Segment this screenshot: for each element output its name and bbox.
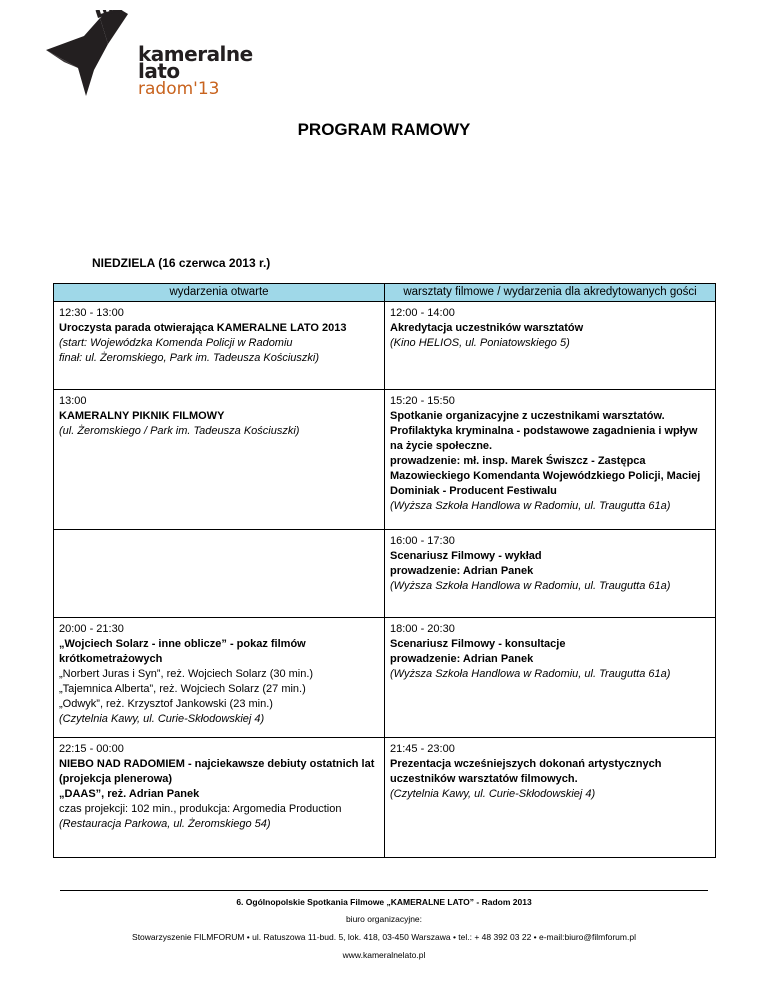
event-title: prowadzenie: mł. insp. Marek Świszcz - Zastępca Mazowieckiego Komendanta Wojewódzkiego Policji, Maciej Dominiak - Producent Festiwalu (390, 455, 701, 497)
table-row (54, 530, 716, 618)
event-time: 12:30 - 13:00 (59, 307, 124, 319)
event-title: Uroczysta parada otwierająca KAMERALNE LATO 2013 (59, 322, 347, 334)
event-detail: „Odwyk”, reż. Krzysztof Jankowski (23 min.) (59, 698, 273, 710)
open-event-cell (54, 618, 385, 738)
event-detail: czas projekcji: 102 min., produkcja: Argomedia Production (59, 803, 342, 815)
logo-line-1: kameralne (138, 42, 253, 66)
table-header-row (54, 284, 716, 302)
event-time: 20:00 - 21:30 (59, 623, 124, 635)
workshop-cell (385, 390, 716, 530)
page-title: PROGRAM RAMOWY (297, 120, 471, 139)
event-detail: „Tajemnica Alberta”, reż. Wojciech Solarz (27 min.) (59, 683, 306, 695)
event-location: (ul. Żeromskiego / Park im. Tadeusza Kościuszki) (59, 425, 300, 437)
event-title: Prezentacja wcześniejszych dokonań artystycznych uczestników warsztatów filmowych. (390, 758, 662, 785)
logo-line-2: lato (138, 59, 180, 83)
table-row (54, 738, 716, 858)
column-header-open-events: wydarzenia otwarte (54, 284, 385, 302)
event-title: KAMERALNY PIKNIK FILMOWY (59, 410, 225, 422)
column-header-workshops: warsztaty filmowe / wydarzenia dla akredytowanych gości (385, 284, 716, 302)
logo-wordmark (138, 42, 253, 99)
workshop-cell (385, 618, 716, 738)
event-time: 21:45 - 23:00 (390, 743, 455, 755)
table-row (54, 390, 716, 530)
festival-logo (38, 10, 253, 110)
program-table (53, 283, 716, 858)
event-location: (Wyższa Szkoła Handlowa w Radomiu, ul. Traugutta 61a) (390, 580, 671, 592)
event-location: (Kino HELIOS, ul. Poniatowskiego 5) (390, 337, 570, 349)
event-time: 15:20 - 15:50 (390, 395, 455, 407)
event-time: 18:00 - 20:30 (390, 623, 455, 635)
table-row (54, 302, 716, 390)
bird-logo-icon (38, 10, 148, 105)
event-location: finał: ul. Żeromskiego, Park im. Tadeusza Kościuszki) (59, 352, 320, 364)
footer-festival-name: 6. Ogólnopolskie Spotkania Filmowe „KAMERALNE LATO” - Radom 2013 (236, 897, 532, 907)
event-title: „Wojciech Solarz - inne oblicze” - pokaz filmów krótkometrażowych (59, 638, 306, 665)
event-title: NIEBO NAD RADOMIEM - najciekawsze debiuty ostatnich lat (projekcja plenerowa) (59, 758, 375, 785)
footer-divider (60, 890, 708, 891)
open-event-cell (54, 390, 385, 530)
event-time: 13:00 (59, 395, 87, 407)
event-time: 12:00 - 14:00 (390, 307, 455, 319)
event-location: (Wyższa Szkoła Handlowa w Radomiu, ul. Traugutta 61a) (390, 500, 671, 512)
event-title: Akredytacja uczestników warsztatów (390, 322, 584, 334)
event-location: (Czytelnia Kawy, ul. Curie-Skłodowskiej 4) (390, 788, 596, 800)
open-event-cell (54, 302, 385, 390)
table-row (54, 618, 716, 738)
logo-line-3: radom'13 (138, 79, 220, 99)
footer-office-label: biuro organizacyjne: (345, 914, 423, 924)
footer-website: www.kameralnelato.pl (342, 950, 426, 960)
event-title: Scenariusz Filmowy - wykład (390, 550, 542, 562)
workshop-cell (385, 530, 716, 618)
event-title: prowadzenie: Adrian Panek (390, 565, 534, 577)
event-title: Scenariusz Filmowy - konsultacje (390, 638, 566, 650)
event-time: 16:00 - 17:30 (390, 535, 455, 547)
workshop-cell (385, 302, 716, 390)
event-title: Spotkanie organizacyjne z uczestnikami warsztatów. Profilaktyka kryminalna - podstawowe zagadnienia i wpływ na życie społeczne. (390, 410, 698, 452)
event-location: (Czytelnia Kawy, ul. Curie-Skłodowskiej 4) (59, 713, 265, 725)
event-location: (start: Wojewódzka Komenda Policji w Radomiu (59, 337, 293, 349)
open-event-cell (54, 738, 385, 858)
event-title: „DAAS”, reż. Adrian Panek (59, 788, 200, 800)
event-time: 22:15 - 00:00 (59, 743, 124, 755)
event-detail: „Norbert Juras i Syn”, reż. Wojciech Solarz (30 min.) (59, 668, 314, 680)
footer-contact: Stowarzyszenie FILMFORUM • ul. Ratuszowa 11-bud. 5, lok. 418, 03-450 Warszawa • tel.: + 48 392 03 22 • e-mail:biuro@filmforum.pl (132, 932, 636, 942)
event-title: prowadzenie: Adrian Panek (390, 653, 534, 665)
workshop-cell (385, 738, 716, 858)
open-event-cell (54, 530, 385, 618)
event-location: (Restauracja Parkowa, ul. Żeromskiego 54) (59, 818, 271, 830)
day-heading: NIEDZIELA (16 czerwca 2013 r.) (92, 256, 271, 270)
event-location: (Wyższa Szkoła Handlowa w Radomiu, ul. Traugutta 61a) (390, 668, 671, 680)
